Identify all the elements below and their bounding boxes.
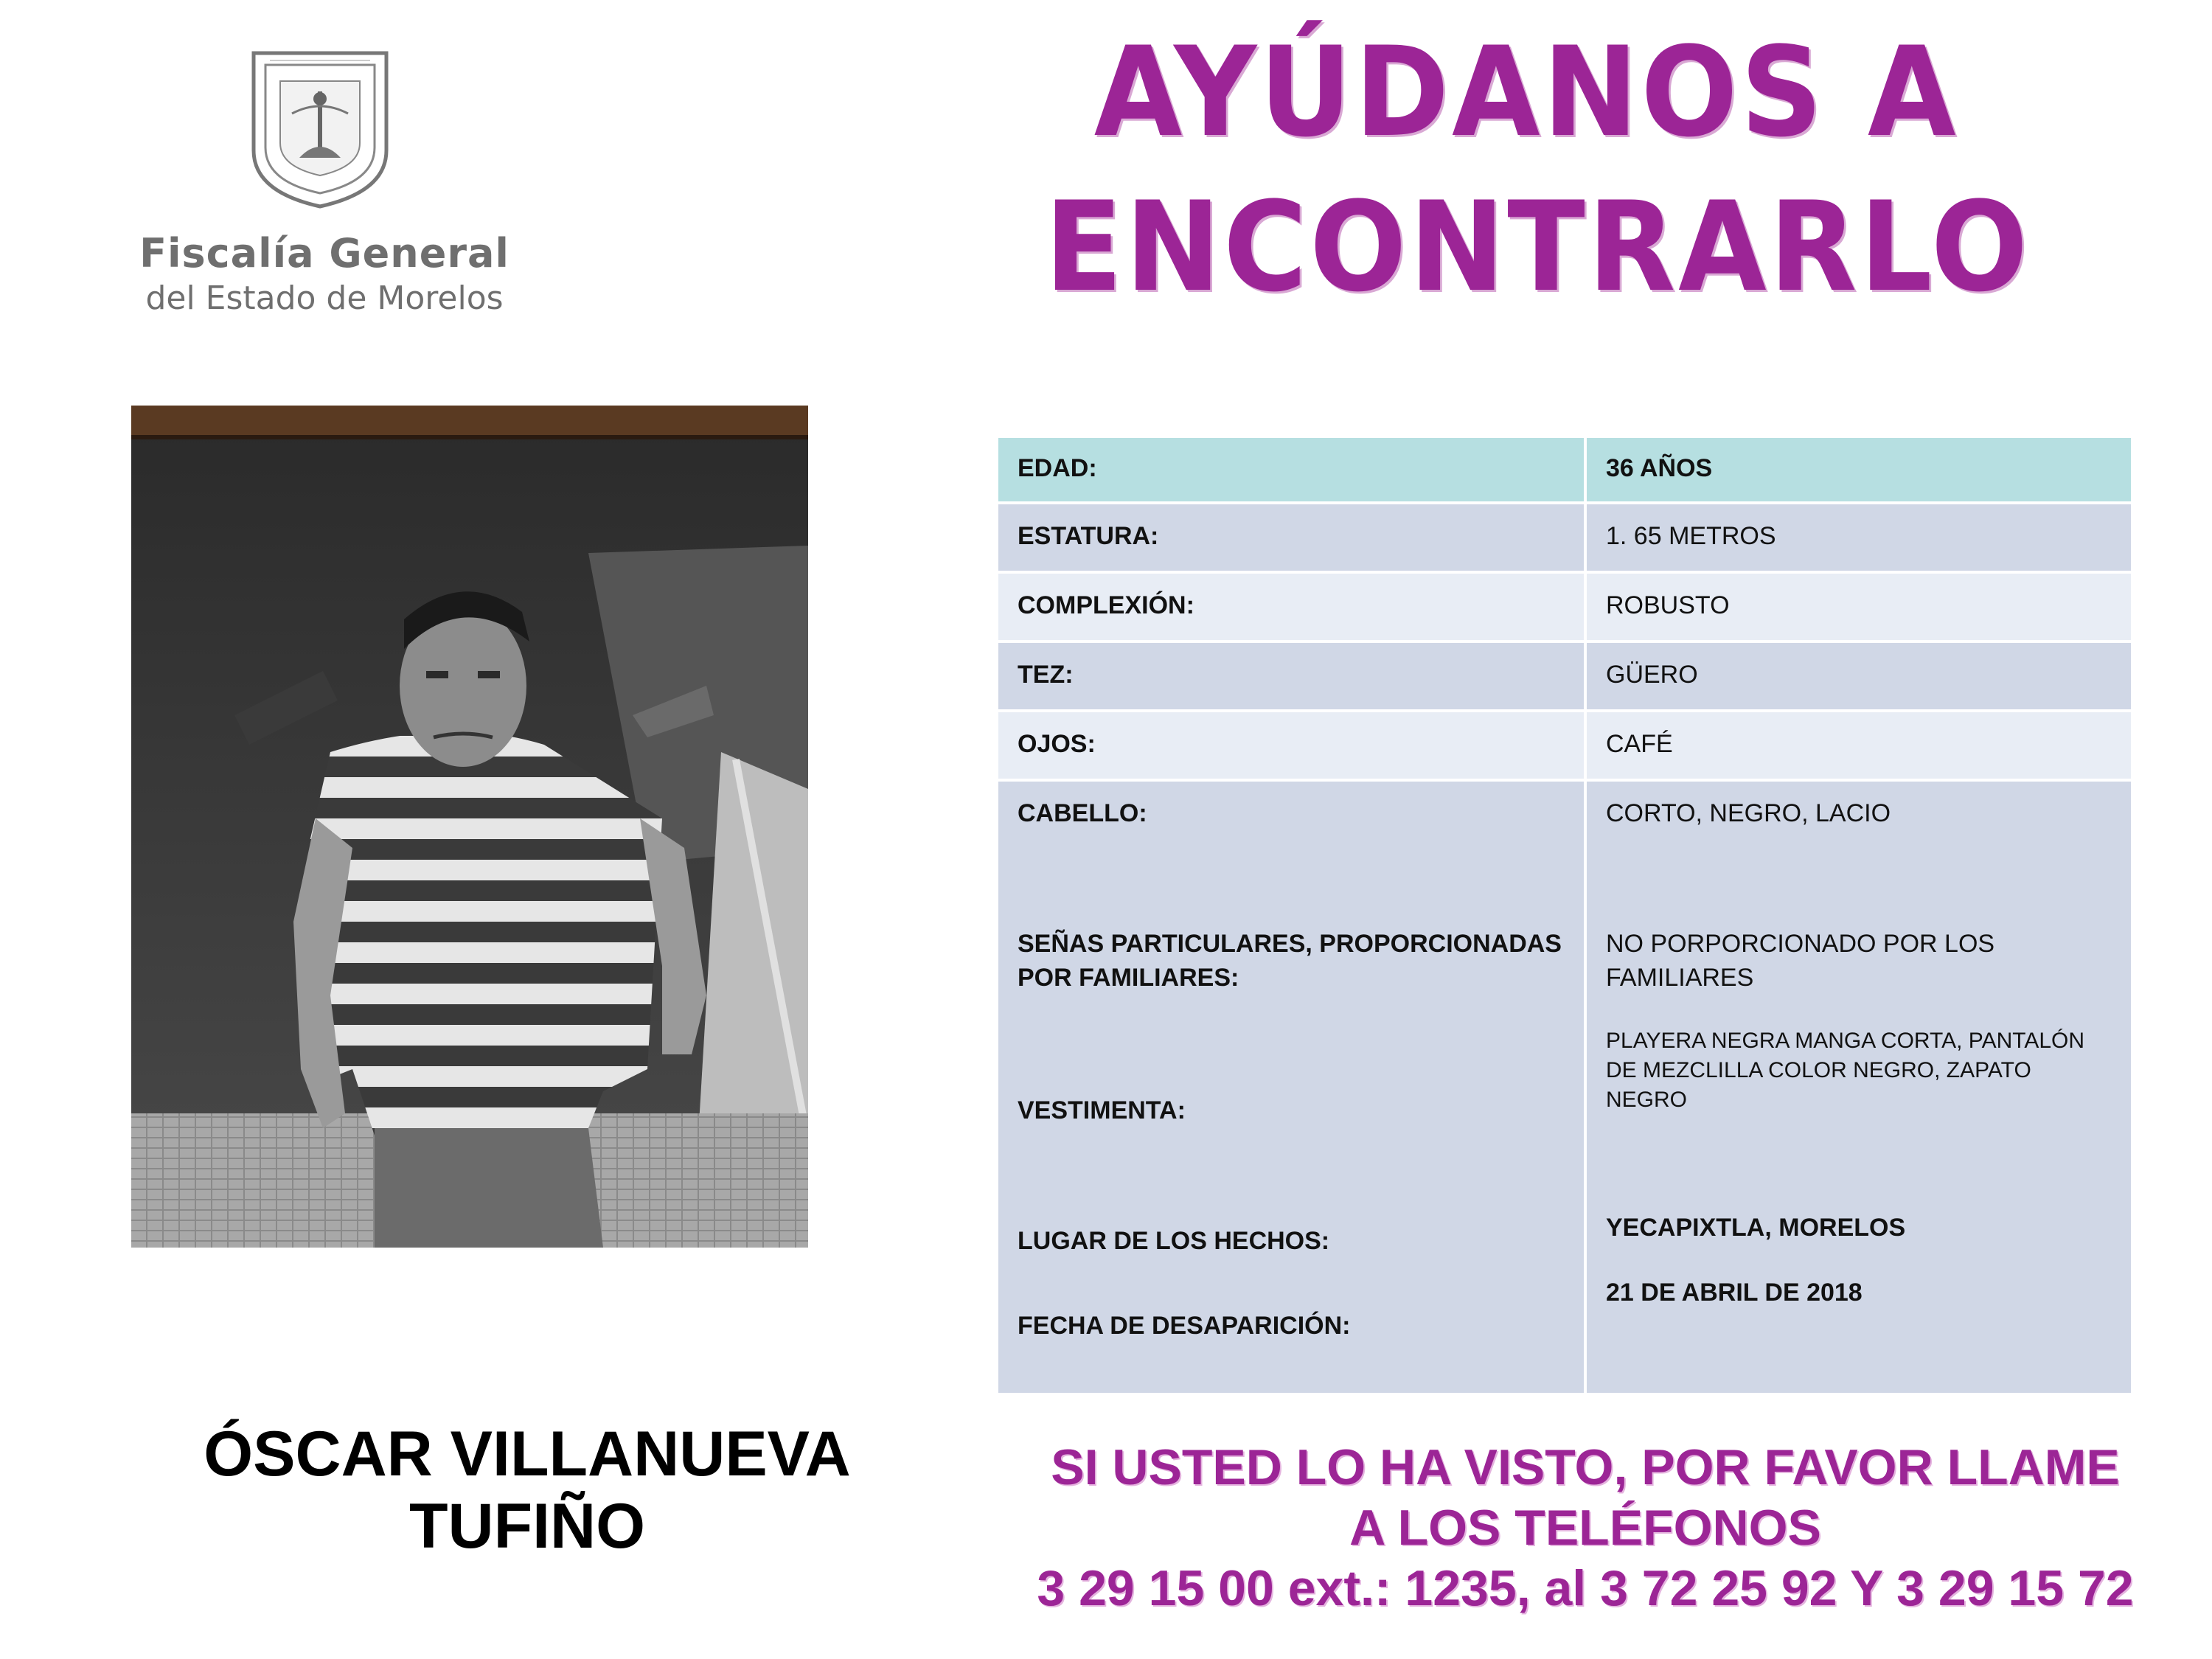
tez-label: TEZ: xyxy=(998,643,1584,709)
complexion-label: COMPLEXIÓN: xyxy=(998,574,1584,640)
senas-label-line-1: SEÑAS PARTICULARES, PROPORCIONADAS xyxy=(1018,930,1562,958)
person-name-line-2: TUFIÑO xyxy=(408,1491,646,1562)
senas-label-line-2: POR FAMILIARES: xyxy=(1018,964,1239,992)
cabello-value: CORTO, NEGRO, LACIO xyxy=(1606,799,1891,827)
org-subtitle: del Estado de Morelos xyxy=(145,279,504,317)
senas-value-line-1: NO PORPORCIONADO POR LOS xyxy=(1606,930,1995,958)
cabello-label: CABELLO: xyxy=(1018,799,1147,827)
headline-line-2: ENCONTRARLO xyxy=(1044,175,2031,319)
cta-line-1: SI USTED LO HA VISTO, POR FAVOR LLAME xyxy=(1051,1439,2120,1495)
org-name: Fiscalía General xyxy=(139,230,509,276)
fecha-value: 21 DE ABRIL DE 2018 xyxy=(1606,1279,1863,1307)
estatura-value: 1. 65 METROS xyxy=(1587,504,2131,571)
state-seal-icon xyxy=(248,47,392,211)
cta-phone-numbers: 3 29 15 00 ext.: 1235, al 3 72 25 92 Y 3 29 15 72 xyxy=(1037,1560,2134,1616)
edad-value: 36 AÑOS xyxy=(1587,438,2131,501)
senas-value-line-2: FAMILIARES xyxy=(1606,964,1754,992)
complexion-value: ROBUSTO xyxy=(1587,574,2131,640)
lugar-label: LUGAR DE LOS HECHOS: xyxy=(1018,1227,1330,1255)
edad-label: EDAD: xyxy=(998,438,1584,501)
missing-person-photo xyxy=(131,406,808,1248)
ojos-label: OJOS: xyxy=(998,712,1584,779)
vestimenta-value-line-3: NEGRO xyxy=(1606,1088,1688,1112)
info-table xyxy=(998,438,2131,1393)
vestimenta-label: VESTIMENTA: xyxy=(1018,1096,1186,1124)
lugar-value: YECAPIXTLA, MORELOS xyxy=(1606,1214,1906,1242)
estatura-label: ESTATURA: xyxy=(998,504,1584,571)
vestimenta-value-line-2: DE MEZCLILLA COLOR NEGRO, ZAPATO xyxy=(1606,1058,2031,1082)
person-name-line-1: ÓSCAR VILLANUEVA xyxy=(204,1419,851,1489)
headline-line-1: AYÚDANOS A xyxy=(1093,20,1959,164)
cta-line-2: A LOS TELÉFONOS xyxy=(1349,1500,1821,1556)
details-values-block xyxy=(1587,782,2131,1393)
fecha-label: FECHA DE DESAPARICIÓN: xyxy=(1018,1312,1351,1340)
details-labels-block xyxy=(998,782,1584,1393)
ojos-value: CAFÉ xyxy=(1587,712,2131,779)
tez-value: GÜERO xyxy=(1587,643,2131,709)
vestimenta-value-line-1: PLAYERA NEGRA MANGA CORTA, PANTALÓN xyxy=(1606,1029,2085,1053)
